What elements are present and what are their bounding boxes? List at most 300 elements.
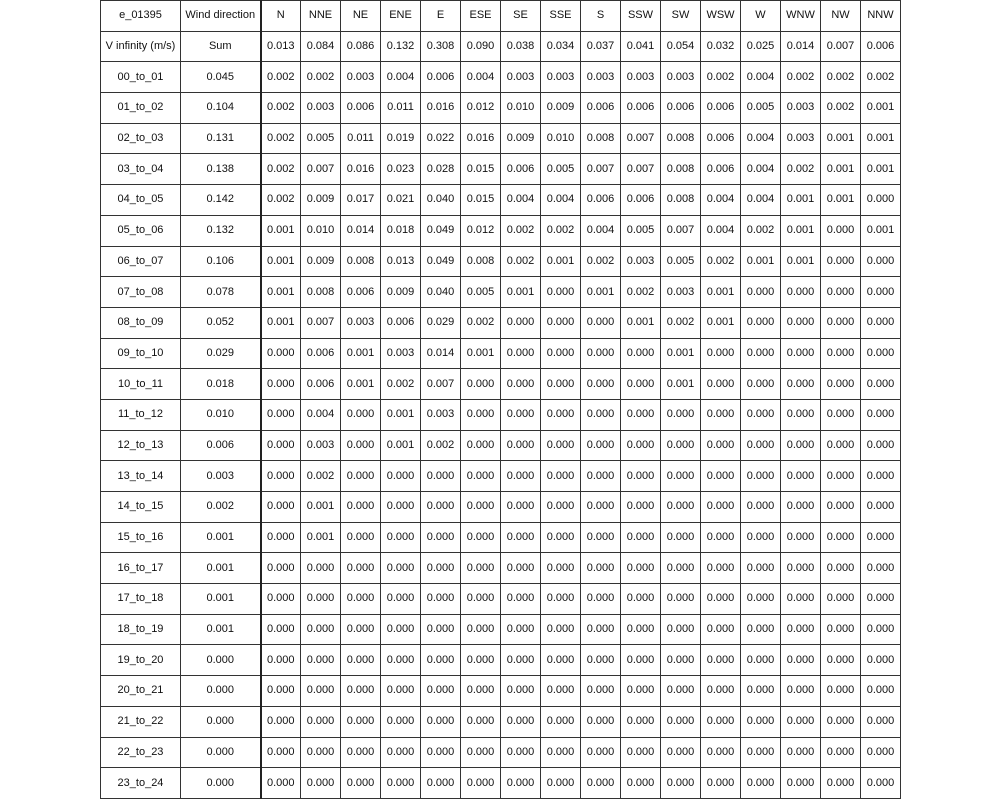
frequency-cell: 0.000	[661, 645, 701, 676]
frequency-cell: 0.001	[701, 277, 741, 308]
bin-sum-cell: 0.018	[181, 369, 261, 400]
frequency-cell: 0.002	[541, 215, 581, 246]
frequency-cell: 0.009	[541, 93, 581, 124]
direction-sum-cell: 0.006	[861, 31, 901, 62]
frequency-cell: 0.002	[621, 277, 661, 308]
frequency-cell: 0.049	[421, 215, 461, 246]
frequency-cell: 0.000	[341, 430, 381, 461]
frequency-cell: 0.008	[661, 185, 701, 216]
table-row	[101, 706, 901, 737]
frequency-cell: 0.002	[741, 215, 781, 246]
frequency-cell: 0.040	[421, 185, 461, 216]
frequency-cell: 0.000	[701, 737, 741, 768]
direction-header: W	[741, 1, 781, 32]
frequency-cell: 0.000	[741, 522, 781, 553]
frequency-cell: 0.000	[861, 584, 901, 615]
frequency-cell: 0.000	[821, 246, 861, 277]
frequency-cell: 0.000	[501, 522, 541, 553]
frequency-cell: 0.000	[741, 369, 781, 400]
frequency-cell: 0.002	[581, 246, 621, 277]
bin-sum-cell: 0.006	[181, 430, 261, 461]
frequency-cell: 0.001	[821, 123, 861, 154]
frequency-cell: 0.001	[621, 307, 661, 338]
frequency-cell: 0.001	[581, 277, 621, 308]
frequency-cell: 0.000	[581, 338, 621, 369]
frequency-cell: 0.000	[661, 737, 701, 768]
bin-sum-cell: 0.104	[181, 93, 261, 124]
table-row	[101, 185, 901, 216]
bin-sum-cell: 0.000	[181, 706, 261, 737]
direction-sum-cell: 0.034	[541, 31, 581, 62]
direction-sum-cell: 0.007	[821, 31, 861, 62]
frequency-cell: 0.006	[701, 123, 741, 154]
frequency-cell: 0.000	[781, 584, 821, 615]
frequency-cell: 0.000	[741, 307, 781, 338]
speed-bin-label: 07_to_08	[101, 277, 181, 308]
frequency-cell: 0.000	[461, 676, 501, 707]
frequency-cell: 0.000	[821, 522, 861, 553]
frequency-cell: 0.000	[381, 492, 421, 523]
frequency-cell: 0.000	[341, 706, 381, 737]
frequency-cell: 0.000	[341, 584, 381, 615]
frequency-cell: 0.004	[461, 62, 501, 93]
direction-header: WSW	[701, 1, 741, 32]
speed-bin-label: 03_to_04	[101, 154, 181, 185]
bin-sum-cell: 0.000	[181, 645, 261, 676]
direction-sum-cell: 0.041	[621, 31, 661, 62]
frequency-cell: 0.013	[381, 246, 421, 277]
bin-sum-cell: 0.000	[181, 676, 261, 707]
frequency-cell: 0.019	[381, 123, 421, 154]
table-row	[101, 676, 901, 707]
frequency-cell: 0.000	[501, 676, 541, 707]
direction-header: ESE	[461, 1, 501, 32]
direction-sum-cell: 0.090	[461, 31, 501, 62]
frequency-cell: 0.000	[261, 492, 301, 523]
frequency-cell: 0.008	[341, 246, 381, 277]
frequency-cell: 0.000	[461, 614, 501, 645]
table-row	[101, 338, 901, 369]
speed-bin-label: 01_to_02	[101, 93, 181, 124]
frequency-cell: 0.000	[701, 553, 741, 584]
frequency-cell: 0.009	[301, 185, 341, 216]
direction-header: SSW	[621, 1, 661, 32]
frequency-cell: 0.000	[501, 399, 541, 430]
frequency-cell: 0.000	[341, 676, 381, 707]
frequency-cell: 0.000	[541, 492, 581, 523]
frequency-cell: 0.009	[501, 123, 541, 154]
frequency-cell: 0.006	[661, 93, 701, 124]
frequency-cell: 0.000	[861, 185, 901, 216]
table-body	[101, 1, 901, 799]
frequency-cell: 0.000	[261, 522, 301, 553]
frequency-cell: 0.002	[781, 62, 821, 93]
frequency-cell: 0.012	[461, 215, 501, 246]
frequency-cell: 0.001	[781, 185, 821, 216]
frequency-cell: 0.000	[821, 399, 861, 430]
bin-sum-cell: 0.106	[181, 246, 261, 277]
frequency-cell: 0.000	[541, 369, 581, 400]
frequency-cell: 0.002	[261, 123, 301, 154]
frequency-cell: 0.010	[501, 93, 541, 124]
bin-sum-cell: 0.000	[181, 737, 261, 768]
frequency-cell: 0.000	[781, 430, 821, 461]
frequency-cell: 0.000	[541, 645, 581, 676]
frequency-cell: 0.000	[821, 768, 861, 799]
frequency-cell: 0.022	[421, 123, 461, 154]
frequency-cell: 0.000	[821, 338, 861, 369]
frequency-cell: 0.002	[701, 246, 741, 277]
speed-bin-label: 12_to_13	[101, 430, 181, 461]
frequency-cell: 0.002	[821, 93, 861, 124]
corner-label: e_01395	[101, 1, 181, 32]
frequency-cell: 0.000	[621, 645, 661, 676]
frequency-cell: 0.001	[301, 522, 341, 553]
frequency-cell: 0.001	[261, 215, 301, 246]
frequency-cell: 0.004	[301, 399, 341, 430]
frequency-cell: 0.003	[301, 93, 341, 124]
frequency-cell: 0.000	[261, 461, 301, 492]
frequency-cell: 0.001	[861, 154, 901, 185]
frequency-cell: 0.004	[741, 185, 781, 216]
frequency-cell: 0.001	[261, 277, 301, 308]
frequency-cell: 0.000	[781, 676, 821, 707]
frequency-cell: 0.000	[341, 553, 381, 584]
frequency-cell: 0.000	[461, 492, 501, 523]
frequency-cell: 0.014	[421, 338, 461, 369]
frequency-cell: 0.000	[821, 277, 861, 308]
frequency-cell: 0.000	[381, 614, 421, 645]
frequency-cell: 0.000	[581, 584, 621, 615]
frequency-cell: 0.000	[261, 706, 301, 737]
frequency-cell: 0.000	[781, 553, 821, 584]
frequency-cell: 0.049	[421, 246, 461, 277]
frequency-cell: 0.001	[341, 369, 381, 400]
frequency-cell: 0.000	[421, 584, 461, 615]
frequency-cell: 0.009	[381, 277, 421, 308]
frequency-cell: 0.000	[781, 338, 821, 369]
frequency-cell: 0.000	[501, 645, 541, 676]
frequency-cell: 0.016	[461, 123, 501, 154]
frequency-cell: 0.000	[381, 645, 421, 676]
frequency-cell: 0.000	[621, 492, 661, 523]
frequency-cell: 0.000	[541, 522, 581, 553]
frequency-cell: 0.000	[621, 584, 661, 615]
frequency-cell: 0.003	[581, 62, 621, 93]
frequency-cell: 0.000	[861, 553, 901, 584]
direction-sum-cell: 0.038	[501, 31, 541, 62]
frequency-cell: 0.001	[861, 215, 901, 246]
frequency-cell: 0.000	[781, 706, 821, 737]
frequency-cell: 0.000	[301, 553, 341, 584]
frequency-cell: 0.016	[421, 93, 461, 124]
frequency-cell: 0.000	[261, 584, 301, 615]
table-row	[101, 62, 901, 93]
frequency-cell: 0.001	[261, 246, 301, 277]
bin-sum-cell: 0.001	[181, 584, 261, 615]
frequency-cell: 0.007	[621, 154, 661, 185]
frequency-cell: 0.004	[381, 62, 421, 93]
speed-bin-label: 19_to_20	[101, 645, 181, 676]
frequency-cell: 0.040	[421, 277, 461, 308]
frequency-cell: 0.000	[461, 645, 501, 676]
frequency-cell: 0.004	[701, 185, 741, 216]
frequency-cell: 0.006	[621, 93, 661, 124]
frequency-cell: 0.000	[621, 706, 661, 737]
frequency-cell: 0.000	[501, 768, 541, 799]
frequency-cell: 0.008	[461, 246, 501, 277]
frequency-cell: 0.002	[661, 307, 701, 338]
frequency-cell: 0.000	[301, 584, 341, 615]
frequency-cell: 0.000	[861, 399, 901, 430]
table-row	[101, 307, 901, 338]
direction-header: E	[421, 1, 461, 32]
frequency-cell: 0.005	[461, 277, 501, 308]
frequency-cell: 0.000	[861, 461, 901, 492]
frequency-cell: 0.001	[461, 338, 501, 369]
bin-sum-cell: 0.078	[181, 277, 261, 308]
frequency-cell: 0.000	[621, 399, 661, 430]
frequency-cell: 0.000	[261, 399, 301, 430]
frequency-cell: 0.015	[461, 154, 501, 185]
bin-sum-cell: 0.001	[181, 522, 261, 553]
frequency-cell: 0.002	[461, 307, 501, 338]
frequency-cell: 0.001	[341, 338, 381, 369]
frequency-cell: 0.000	[581, 492, 621, 523]
frequency-cell: 0.007	[621, 123, 661, 154]
bin-sum-cell: 0.045	[181, 62, 261, 93]
frequency-cell: 0.005	[661, 246, 701, 277]
frequency-cell: 0.000	[661, 614, 701, 645]
frequency-cell: 0.003	[501, 62, 541, 93]
bin-sum-cell: 0.029	[181, 338, 261, 369]
frequency-cell: 0.000	[461, 737, 501, 768]
frequency-cell: 0.006	[341, 93, 381, 124]
direction-sum-cell: 0.084	[301, 31, 341, 62]
frequency-cell: 0.000	[541, 768, 581, 799]
frequency-cell: 0.001	[501, 277, 541, 308]
frequency-cell: 0.000	[461, 553, 501, 584]
frequency-cell: 0.000	[781, 277, 821, 308]
frequency-cell: 0.000	[621, 768, 661, 799]
frequency-cell: 0.006	[301, 338, 341, 369]
frequency-cell: 0.007	[301, 307, 341, 338]
frequency-cell: 0.000	[501, 614, 541, 645]
direction-header: NW	[821, 1, 861, 32]
frequency-cell: 0.000	[421, 768, 461, 799]
direction-sum-cell: 0.037	[581, 31, 621, 62]
frequency-cell: 0.000	[461, 430, 501, 461]
frequency-cell: 0.004	[501, 185, 541, 216]
frequency-cell: 0.004	[741, 123, 781, 154]
frequency-cell: 0.000	[541, 461, 581, 492]
frequency-cell: 0.000	[421, 645, 461, 676]
direction-header: NE	[341, 1, 381, 32]
frequency-cell: 0.000	[741, 277, 781, 308]
frequency-cell: 0.000	[821, 430, 861, 461]
frequency-cell: 0.000	[861, 307, 901, 338]
frequency-cell: 0.000	[741, 768, 781, 799]
frequency-cell: 0.000	[861, 768, 901, 799]
frequency-cell: 0.000	[581, 430, 621, 461]
direction-sum-cell: 0.054	[661, 31, 701, 62]
frequency-cell: 0.000	[861, 737, 901, 768]
frequency-cell: 0.001	[781, 246, 821, 277]
bin-sum-cell: 0.052	[181, 307, 261, 338]
frequency-cell: 0.008	[301, 277, 341, 308]
frequency-cell: 0.000	[861, 246, 901, 277]
table-row	[101, 430, 901, 461]
frequency-cell: 0.000	[861, 492, 901, 523]
frequency-cell: 0.007	[661, 215, 701, 246]
frequency-cell: 0.012	[461, 93, 501, 124]
frequency-cell: 0.000	[861, 430, 901, 461]
frequency-cell: 0.000	[621, 430, 661, 461]
frequency-cell: 0.003	[621, 246, 661, 277]
frequency-cell: 0.000	[541, 553, 581, 584]
frequency-cell: 0.000	[461, 399, 501, 430]
direction-header: ENE	[381, 1, 421, 32]
frequency-cell: 0.000	[421, 522, 461, 553]
frequency-cell: 0.000	[621, 522, 661, 553]
frequency-cell: 0.000	[741, 461, 781, 492]
frequency-cell: 0.000	[741, 737, 781, 768]
table-row	[101, 123, 901, 154]
bin-sum-cell: 0.138	[181, 154, 261, 185]
frequency-cell: 0.000	[501, 492, 541, 523]
table-row	[101, 215, 901, 246]
frequency-cell: 0.004	[581, 215, 621, 246]
speed-bin-label: 18_to_19	[101, 614, 181, 645]
direction-sum-cell: 0.308	[421, 31, 461, 62]
frequency-cell: 0.006	[301, 369, 341, 400]
frequency-cell: 0.021	[381, 185, 421, 216]
frequency-cell: 0.010	[541, 123, 581, 154]
frequency-cell: 0.000	[821, 676, 861, 707]
direction-sum-cell: 0.132	[381, 31, 421, 62]
frequency-cell: 0.000	[381, 584, 421, 615]
frequency-cell: 0.002	[861, 62, 901, 93]
frequency-cell: 0.000	[821, 706, 861, 737]
frequency-cell: 0.000	[541, 706, 581, 737]
frequency-cell: 0.000	[781, 399, 821, 430]
frequency-cell: 0.001	[821, 185, 861, 216]
frequency-cell: 0.001	[661, 369, 701, 400]
frequency-cell: 0.006	[581, 93, 621, 124]
frequency-cell: 0.000	[581, 706, 621, 737]
frequency-cell: 0.000	[581, 461, 621, 492]
frequency-cell: 0.002	[781, 154, 821, 185]
bin-sum-cell: 0.142	[181, 185, 261, 216]
frequency-cell: 0.008	[661, 154, 701, 185]
frequency-cell: 0.000	[741, 399, 781, 430]
frequency-cell: 0.000	[621, 369, 661, 400]
frequency-cell: 0.000	[261, 614, 301, 645]
frequency-cell: 0.000	[821, 307, 861, 338]
direction-header: N	[261, 1, 301, 32]
frequency-cell: 0.000	[581, 307, 621, 338]
table-row	[101, 154, 901, 185]
frequency-cell: 0.003	[621, 62, 661, 93]
table-row	[101, 369, 901, 400]
frequency-cell: 0.000	[381, 706, 421, 737]
frequency-cell: 0.000	[861, 369, 901, 400]
frequency-cell: 0.000	[501, 737, 541, 768]
frequency-cell: 0.000	[621, 614, 661, 645]
direction-sum-cell: 0.013	[261, 31, 301, 62]
frequency-cell: 0.000	[421, 553, 461, 584]
frequency-cell: 0.004	[741, 154, 781, 185]
frequency-cell: 0.001	[301, 492, 341, 523]
frequency-cell: 0.000	[781, 614, 821, 645]
frequency-cell: 0.000	[541, 399, 581, 430]
frequency-cell: 0.000	[581, 768, 621, 799]
frequency-cell: 0.000	[461, 584, 501, 615]
speed-bin-label: 00_to_01	[101, 62, 181, 93]
frequency-cell: 0.000	[581, 553, 621, 584]
frequency-cell: 0.000	[381, 553, 421, 584]
direction-sum-cell: 0.014	[781, 31, 821, 62]
frequency-cell: 0.000	[661, 430, 701, 461]
v-infinity-label: V infinity (m/s)	[101, 31, 181, 62]
frequency-cell: 0.006	[581, 185, 621, 216]
frequency-cell: 0.000	[421, 461, 461, 492]
frequency-cell: 0.005	[741, 93, 781, 124]
table-row	[101, 522, 901, 553]
frequency-cell: 0.014	[341, 215, 381, 246]
frequency-cell: 0.000	[661, 584, 701, 615]
frequency-cell: 0.000	[261, 553, 301, 584]
frequency-cell: 0.000	[741, 614, 781, 645]
direction-header: SSE	[541, 1, 581, 32]
frequency-cell: 0.002	[421, 430, 461, 461]
frequency-cell: 0.000	[381, 737, 421, 768]
frequency-cell: 0.005	[621, 215, 661, 246]
frequency-cell: 0.001	[861, 123, 901, 154]
speed-bin-label: 02_to_03	[101, 123, 181, 154]
frequency-cell: 0.008	[581, 123, 621, 154]
bin-sum-cell: 0.000	[181, 768, 261, 799]
frequency-cell: 0.000	[621, 553, 661, 584]
frequency-cell: 0.000	[341, 768, 381, 799]
bin-sum-cell: 0.132	[181, 215, 261, 246]
speed-bin-label: 22_to_23	[101, 737, 181, 768]
frequency-cell: 0.009	[301, 246, 341, 277]
frequency-cell: 0.000	[741, 430, 781, 461]
frequency-cell: 0.000	[341, 461, 381, 492]
frequency-cell: 0.000	[501, 369, 541, 400]
frequency-cell: 0.005	[301, 123, 341, 154]
frequency-cell: 0.000	[781, 645, 821, 676]
direction-sum-cell: 0.025	[741, 31, 781, 62]
frequency-cell: 0.000	[341, 737, 381, 768]
speed-bin-label: 09_to_10	[101, 338, 181, 369]
wind-direction-label: Wind direction	[181, 1, 261, 32]
frequency-cell: 0.000	[581, 614, 621, 645]
frequency-cell: 0.003	[781, 123, 821, 154]
frequency-cell: 0.003	[381, 338, 421, 369]
direction-header: SW	[661, 1, 701, 32]
frequency-cell: 0.000	[501, 461, 541, 492]
frequency-cell: 0.006	[421, 62, 461, 93]
speed-bin-label: 08_to_09	[101, 307, 181, 338]
direction-sum-cell: 0.086	[341, 31, 381, 62]
frequency-cell: 0.000	[661, 768, 701, 799]
wind-frequency-table	[100, 0, 901, 799]
frequency-cell: 0.000	[781, 307, 821, 338]
frequency-cell: 0.000	[741, 492, 781, 523]
frequency-cell: 0.000	[781, 461, 821, 492]
